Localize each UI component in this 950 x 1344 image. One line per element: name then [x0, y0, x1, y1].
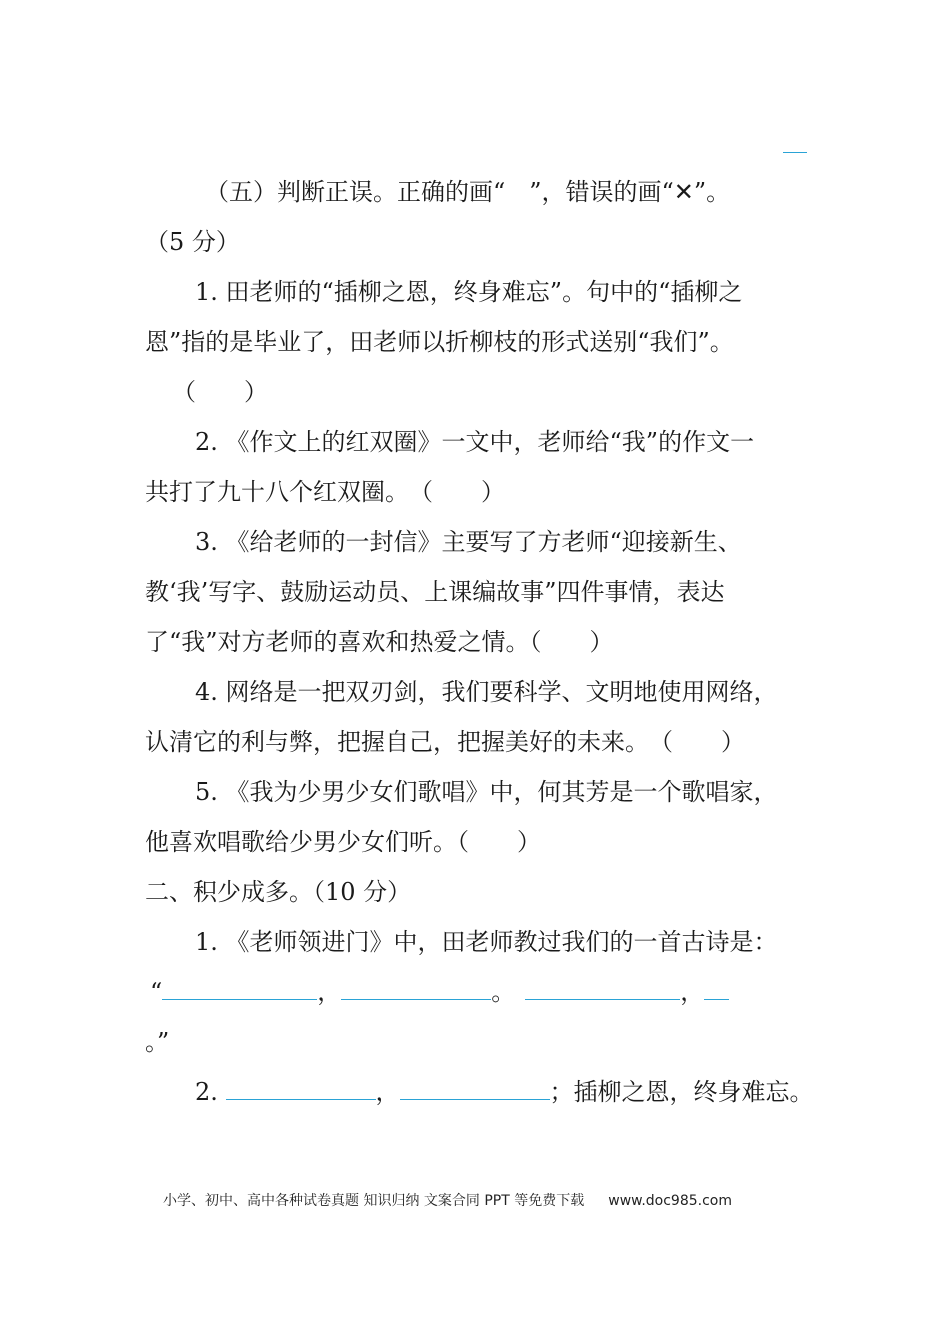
q2-number: 2.	[195, 1078, 226, 1106]
footer-text: 小学、初中、高中各种试卷真题 知识归纳 文案合同 PPT 等免费下载	[163, 1193, 585, 1209]
footer	[163, 1191, 732, 1211]
item-2-line-2[interactable]: 共打了九十八个红双圈。 （ ）	[145, 478, 505, 506]
item-5-line-2[interactable]: 他喜欢唱歌给少男少女们听。（ ）	[145, 828, 541, 856]
q2-comma: ，	[375, 1078, 400, 1106]
item-2-line-1: 2. 《作文上的红双圈》一文中，老师给“我”的作文一	[195, 428, 755, 456]
fill-q2	[195, 1076, 814, 1108]
item-3-line-2: 教‘我’写字、鼓励运动员、上课编故事”四件事情，表达	[145, 578, 725, 606]
comma-1: ，	[317, 978, 342, 1006]
section-heading-accumulate: 二、积少成多。（10 分）	[145, 878, 412, 906]
blank-2[interactable]	[341, 977, 491, 1000]
fill-q1-blanks	[150, 976, 729, 1008]
item-1-answer-paren[interactable]: （ ）	[172, 378, 268, 406]
item-4-line-1: 4. 网络是一把双刃剑，我们要科学、文明地使用网络，	[195, 678, 778, 706]
item-1-line-1: 1. 田老师的“插柳之恩，终身难忘”。句中的“插柳之	[195, 278, 743, 306]
item-5-line-1: 5. 《我为少男少女们歌唱》中，何其芳是一个歌唱家，	[195, 778, 778, 806]
blank-6[interactable]	[400, 1077, 550, 1100]
fill-q1-prompt: 1. 《老师领进门》中，田老师教过我们的一首古诗是：	[195, 928, 778, 956]
section-score: （5 分）	[145, 228, 240, 256]
corner-mark	[783, 152, 807, 153]
item-4-line-2[interactable]: 认清它的利与弊，把握自己，把握美好的未来。 （ ）	[145, 728, 745, 756]
blank-3[interactable]	[525, 977, 680, 1000]
blank-1[interactable]	[162, 977, 317, 1000]
footer-url[interactable]: www.doc985.com	[608, 1193, 732, 1209]
item-3-line-3[interactable]: 了“我”对方老师的喜欢和热爱之情。（ ）	[145, 628, 614, 656]
q2-tail: ；插柳之恩，终身难忘。	[549, 1078, 814, 1106]
fill-q1-close: 。”	[145, 1028, 170, 1056]
blank-5[interactable]	[226, 1077, 376, 1100]
item-1-line-2: 恩”指的是毕业了，田老师以折柳枝的形式送别“我们”。	[145, 328, 734, 356]
section-heading-judge: （五）判断正误。正确的画“ ”，错误的画“✕”。	[205, 178, 731, 206]
open-quote: “	[150, 978, 163, 1006]
item-3-line-1: 3. 《给老师的一封信》主要写了方老师“迎接新生、	[195, 528, 742, 556]
comma-2: ，	[680, 978, 705, 1006]
blank-4[interactable]	[704, 977, 729, 1000]
period-1: 。	[491, 978, 516, 1006]
